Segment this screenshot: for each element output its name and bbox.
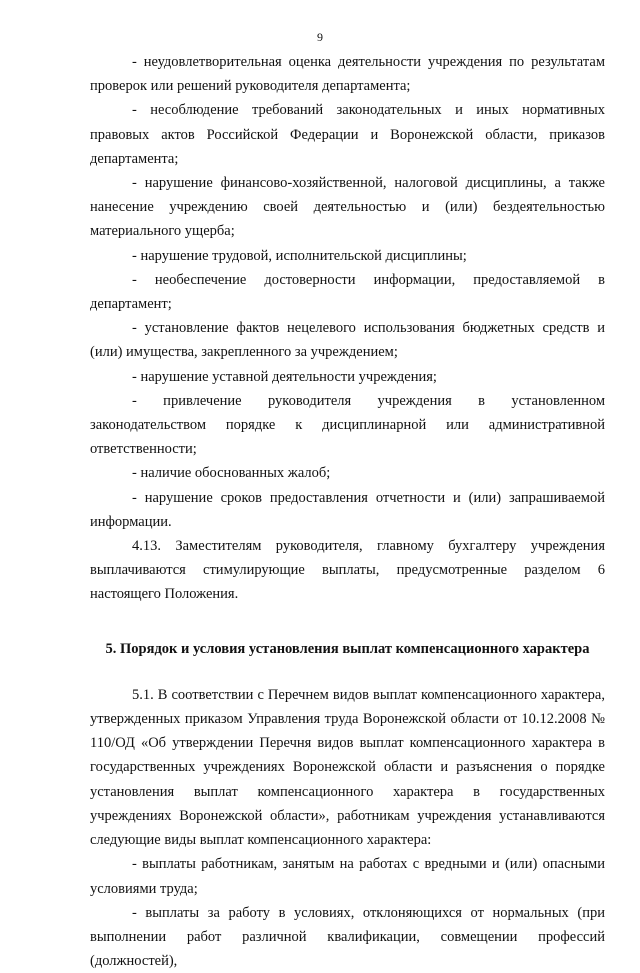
list-item-disciplinary-liability: - привлечение руководителя учреждения в установленном законодательством порядке к дисциплинарной или административной ответственности; [90,392,605,458]
list-item-unsatisfactory-assessment: - неудовлетворительная оценка деятельности учреждения по результатам проверок или решений руководителя департамента; [90,54,605,95]
list-item-hazardous-conditions: - выплаты работникам, занятым на работах с вредными и (или) опасными условиями труда; [90,856,605,897]
list-item-misuse-of-funds: - установление фактов нецелевого использования бюджетных средств и (или) имущества, закрепленного за учреждением; [90,320,605,361]
list-item-reporting-deadlines: - нарушение сроков предоставления отчетности и (или) запрашиваемой информации. [90,489,605,530]
list-item-information-reliability: - необеспечение достоверности информации, предоставляемой в департамент; [90,271,605,313]
list-item-financial-violation: - нарушение финансово-хозяйственной, налоговой дисциплины, а также нанесение учреждению своей деятельностью и (или) бездеятельностью материального ущерба; [90,175,605,240]
list-item-abnormal-conditions: - выплаты за работу в условиях, отклоняющихся от нормальных (при выполнении работ различной квалификации, совмещении профессий (должностей), [90,904,605,970]
list-item-charter-violation: - нарушение уставной деятельности учреждения; [132,368,437,385]
list-item-noncompliance: - несоблюдение требований законодательных и иных нормативных правовых актов Российской Федерации и Воронежской области, приказов департамента; [90,102,605,167]
section-5-heading: 5. Порядок и условия установления выплат компенсационного характера [105,640,590,657]
clause-5-1: 5.1. В соответствии с Перечнем видов выплат компенсационного характера, утвержденных приказом Управления труда Воронежской области от 10.12.2008 № 110/ОД «Об утверждении Перечня видов выплат компенсационного характера в государственных учреждениях Воронежской области и разъяснения о порядке установления выплат компенсационного характера в государственных учреждениях Воронежской области», работникам учреждения устанавливаются следующие виды выплат компенсационного характера: [90,686,605,849]
list-item-complaints: - наличие обоснованных жалоб; [132,465,331,482]
document-body [90,50,605,973]
list-item-labor-discipline: - нарушение трудовой, исполнительской дисциплины; [132,247,467,264]
page-number: 9 [317,30,323,44]
clause-4-13: 4.13. Заместителям руководителя, главному бухгалтеру учреждения выплачиваются стимулирующие выплаты, предусмотренные разделом 6 настоящего Положения. [90,538,605,603]
